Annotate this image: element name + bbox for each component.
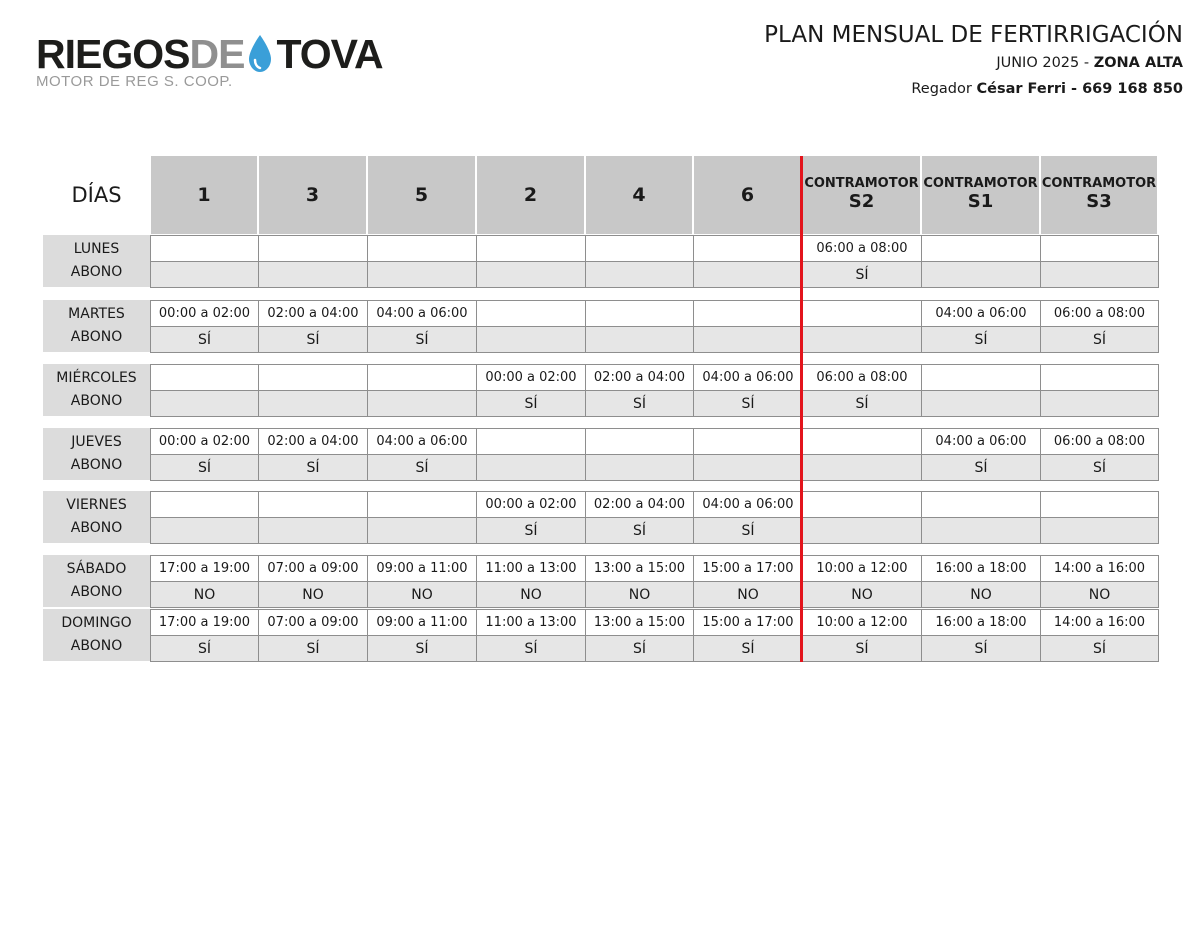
logo-wordmark (36, 32, 383, 76)
abono-cell (258, 390, 368, 417)
abono-label: ABONO (70, 584, 123, 600)
time-slot-cell (585, 428, 694, 455)
column-header-number: 2 (523, 184, 538, 206)
abono-cell (1040, 261, 1159, 288)
day-label (43, 555, 150, 607)
water-drop-icon (245, 32, 275, 76)
abono-label: ABONO (70, 457, 123, 473)
abono-cell: SÍ (367, 454, 477, 481)
time-slot-cell (150, 491, 259, 518)
day-name: DOMINGO (61, 615, 132, 631)
abono-cell (693, 326, 803, 353)
time-slot-cell: 11:00 a 13:00 (476, 609, 586, 636)
contramotor-separator-line (800, 156, 803, 662)
time-slot-cell: 11:00 a 13:00 (476, 555, 586, 582)
contramotor-label: CONTRAMOTOR (804, 176, 919, 192)
abono-cell (476, 261, 586, 288)
abono-cell: NO (1040, 581, 1159, 608)
time-slot-cell: 15:00 a 17:00 (693, 609, 803, 636)
time-slot-cell (258, 364, 368, 391)
abono-cell (1040, 390, 1159, 417)
abono-cell: NO (367, 581, 477, 608)
column-header-number: 4 (632, 184, 646, 206)
document-title: PLAN MENSUAL DE FERTIRRIGACIÓN (764, 22, 1183, 48)
day-label (43, 428, 150, 480)
company-logo (36, 22, 436, 92)
logo-word-de: DE (189, 31, 245, 77)
day-name: VIERNES (66, 497, 127, 513)
abono-cell: NO (802, 581, 922, 608)
time-slot-cell (367, 235, 477, 262)
time-slot-cell: 04:00 a 06:00 (693, 491, 803, 518)
regador-name: César Ferri - 669 168 850 (976, 81, 1183, 97)
abono-label: ABONO (70, 329, 123, 345)
abono-cell: SÍ (802, 261, 922, 288)
abono-cell (1040, 517, 1159, 544)
time-slot-cell: 04:00 a 06:00 (921, 428, 1041, 455)
time-slot-cell (921, 235, 1041, 262)
column-header (259, 156, 366, 234)
abono-cell (802, 454, 922, 481)
month-label: JUNIO 2025 (996, 55, 1080, 71)
time-slot-cell (585, 300, 694, 327)
time-slot-cell: 16:00 a 18:00 (921, 609, 1041, 636)
time-slot-cell: 14:00 a 16:00 (1040, 555, 1159, 582)
abono-cell: NO (258, 581, 368, 608)
abono-cell (150, 261, 259, 288)
abono-label: ABONO (70, 393, 123, 409)
abono-label: ABONO (70, 638, 123, 654)
column-header (1041, 156, 1157, 234)
abono-cell (693, 454, 803, 481)
time-slot-cell: 10:00 a 12:00 (802, 609, 922, 636)
time-slot-cell: 06:00 a 08:00 (802, 235, 922, 262)
abono-cell (921, 390, 1041, 417)
time-slot-cell: 09:00 a 11:00 (367, 609, 477, 636)
abono-cell: SÍ (921, 326, 1041, 353)
abono-cell (367, 390, 477, 417)
abono-cell: NO (150, 581, 259, 608)
abono-cell: SÍ (476, 517, 586, 544)
regador-label: Regador (911, 81, 972, 97)
abono-cell: SÍ (150, 635, 259, 662)
abono-cell: SÍ (476, 390, 586, 417)
abono-cell (258, 517, 368, 544)
column-header (803, 156, 920, 234)
zone-label: ZONA ALTA (1093, 55, 1183, 71)
period-zone (764, 50, 1183, 76)
abono-cell (585, 454, 694, 481)
abono-cell (693, 261, 803, 288)
contramotor-label: CONTRAMOTOR (1041, 176, 1157, 192)
day-label (43, 235, 150, 287)
time-slot-cell: 17:00 a 19:00 (150, 609, 259, 636)
days-column-header: DÍAS (71, 183, 122, 207)
abono-cell: SÍ (1040, 454, 1159, 481)
time-slot-cell (921, 364, 1041, 391)
time-slot-cell (802, 300, 922, 327)
column-header (922, 156, 1039, 234)
time-slot-cell (693, 428, 803, 455)
time-slot-cell: 02:00 a 04:00 (258, 300, 368, 327)
time-slot-cell: 09:00 a 11:00 (367, 555, 477, 582)
time-slot-cell: 06:00 a 08:00 (1040, 428, 1159, 455)
day-label (43, 609, 150, 661)
abono-cell: SÍ (585, 517, 694, 544)
time-slot-cell (476, 235, 586, 262)
abono-cell (585, 261, 694, 288)
column-header (586, 156, 692, 234)
column-header-number: 1 (197, 184, 211, 206)
time-slot-cell: 04:00 a 06:00 (693, 364, 803, 391)
abono-cell: SÍ (1040, 326, 1159, 353)
abono-cell: SÍ (921, 635, 1041, 662)
abono-cell: SÍ (367, 326, 477, 353)
column-header (368, 156, 475, 234)
time-slot-cell: 13:00 a 15:00 (585, 555, 694, 582)
abono-cell: SÍ (802, 390, 922, 417)
day-name: MARTES (68, 306, 125, 322)
day-label (43, 491, 150, 543)
time-slot-cell (802, 491, 922, 518)
time-slot-cell (693, 300, 803, 327)
document-header (764, 20, 1183, 102)
time-slot-cell (476, 428, 586, 455)
day-name: SÁBADO (66, 561, 127, 577)
abono-cell (585, 326, 694, 353)
time-slot-cell: 02:00 a 04:00 (258, 428, 368, 455)
time-slot-cell (150, 235, 259, 262)
column-header (694, 156, 801, 234)
time-slot-cell: 13:00 a 15:00 (585, 609, 694, 636)
time-slot-cell (258, 491, 368, 518)
abono-cell: SÍ (693, 635, 803, 662)
time-slot-cell: 00:00 a 02:00 (476, 491, 586, 518)
abono-cell: SÍ (1040, 635, 1159, 662)
abono-label: ABONO (70, 520, 123, 536)
regador-info (764, 76, 1183, 102)
logo-word-riegos: RIEGOS (36, 31, 190, 77)
abono-cell: SÍ (367, 635, 477, 662)
contramotor-sector: S2 (848, 191, 875, 213)
abono-cell (367, 261, 477, 288)
time-slot-cell (1040, 235, 1159, 262)
abono-cell: NO (585, 581, 694, 608)
logo-tagline: MOTOR DE REG S. COOP. (36, 73, 233, 90)
abono-cell (258, 261, 368, 288)
abono-cell: SÍ (585, 390, 694, 417)
column-header-number: 6 (740, 184, 755, 206)
abono-cell: NO (921, 581, 1041, 608)
column-header (151, 156, 257, 234)
day-label (43, 364, 150, 416)
abono-cell: SÍ (258, 635, 368, 662)
abono-label: ABONO (70, 264, 123, 280)
abono-cell (921, 261, 1041, 288)
time-slot-cell: 07:00 a 09:00 (258, 609, 368, 636)
column-header (477, 156, 584, 234)
time-slot-cell: 02:00 a 04:00 (585, 491, 694, 518)
time-slot-cell: 02:00 a 04:00 (585, 364, 694, 391)
time-slot-cell (585, 235, 694, 262)
abono-cell: SÍ (150, 326, 259, 353)
time-slot-cell (1040, 364, 1159, 391)
abono-cell (802, 326, 922, 353)
time-slot-cell: 06:00 a 08:00 (802, 364, 922, 391)
time-slot-cell (258, 235, 368, 262)
abono-cell: SÍ (585, 635, 694, 662)
contramotor-header (1042, 177, 1156, 213)
day-name: JUEVES (71, 434, 122, 450)
time-slot-cell: 14:00 a 16:00 (1040, 609, 1159, 636)
abono-cell (150, 517, 259, 544)
abono-cell (921, 517, 1041, 544)
contramotor-label: CONTRAMOTOR (923, 176, 1038, 192)
contramotor-sector: S3 (1086, 191, 1112, 213)
abono-cell: NO (476, 581, 586, 608)
time-slot-cell: 04:00 a 06:00 (367, 300, 477, 327)
abono-cell: SÍ (258, 454, 368, 481)
contramotor-header (923, 177, 1037, 213)
time-slot-cell (150, 364, 259, 391)
abono-cell: SÍ (693, 390, 803, 417)
abono-cell: NO (693, 581, 803, 608)
contramotor-sector: S1 (967, 191, 994, 213)
column-header-number: 3 (305, 184, 320, 206)
abono-cell: SÍ (150, 454, 259, 481)
period-separator: - (1079, 55, 1094, 71)
abono-cell (802, 517, 922, 544)
abono-cell (476, 454, 586, 481)
day-label (43, 300, 150, 352)
time-slot-cell (921, 491, 1041, 518)
abono-cell: SÍ (476, 635, 586, 662)
time-slot-cell: 07:00 a 09:00 (258, 555, 368, 582)
time-slot-cell: 17:00 a 19:00 (150, 555, 259, 582)
time-slot-cell: 10:00 a 12:00 (802, 555, 922, 582)
time-slot-cell (367, 364, 477, 391)
time-slot-cell: 04:00 a 06:00 (367, 428, 477, 455)
contramotor-header (804, 177, 918, 213)
time-slot-cell (693, 235, 803, 262)
abono-cell: SÍ (921, 454, 1041, 481)
time-slot-cell: 00:00 a 02:00 (476, 364, 586, 391)
time-slot-cell: 00:00 a 02:00 (150, 428, 259, 455)
abono-cell: SÍ (693, 517, 803, 544)
abono-cell (150, 390, 259, 417)
time-slot-cell (476, 300, 586, 327)
time-slot-cell (802, 428, 922, 455)
abono-cell (367, 517, 477, 544)
time-slot-cell (1040, 491, 1159, 518)
abono-cell: SÍ (802, 635, 922, 662)
time-slot-cell: 15:00 a 17:00 (693, 555, 803, 582)
day-name: LUNES (73, 241, 120, 257)
time-slot-cell (367, 491, 477, 518)
time-slot-cell: 06:00 a 08:00 (1040, 300, 1159, 327)
abono-cell: SÍ (258, 326, 368, 353)
column-header-number: 5 (414, 184, 429, 206)
logo-word-tova: TOVA (276, 31, 383, 77)
time-slot-cell: 00:00 a 02:00 (150, 300, 259, 327)
abono-cell (476, 326, 586, 353)
time-slot-cell: 16:00 a 18:00 (921, 555, 1041, 582)
time-slot-cell: 04:00 a 06:00 (921, 300, 1041, 327)
day-name: MIÉRCOLES (56, 370, 137, 386)
